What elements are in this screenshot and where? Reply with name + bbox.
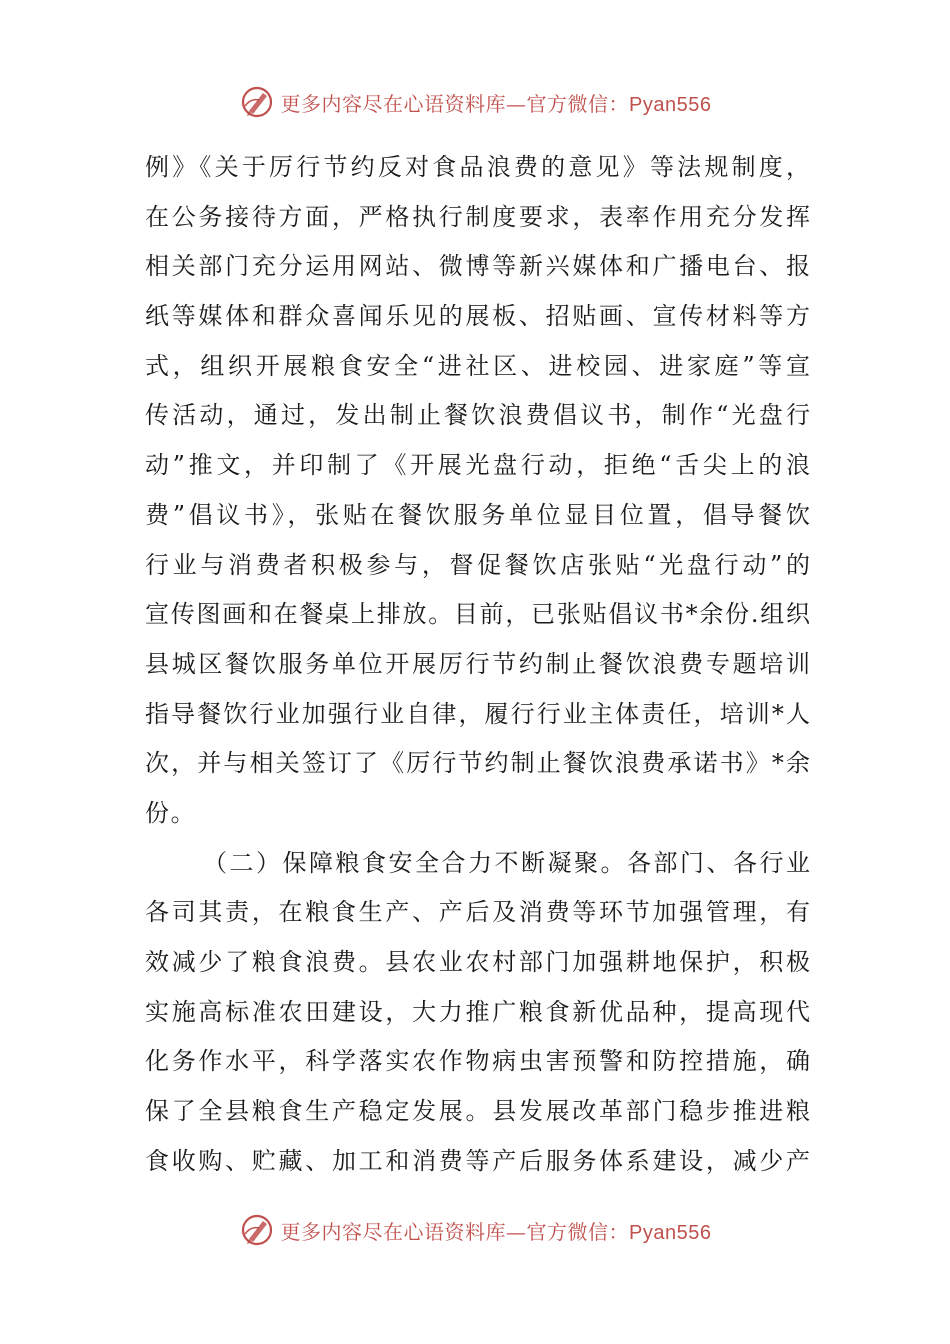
body-line: 县城区餐饮服务单位开展厉行节约制止餐饮浪费专题培训 <box>145 649 810 678</box>
body-line: 传活动，通过，发出制止餐饮浪费倡议书，制作“光盘行 <box>145 401 810 430</box>
body-line: 例》《关于厉行节约反对食品浪费的意见》等法规制度， <box>145 153 810 181</box>
header-watermark <box>0 80 950 124</box>
body-line: 效减少了粮食浪费。县农业农村部门加强耕地保护，积极 <box>145 948 810 976</box>
body-line: 动”推文，并印制了《开展光盘行动，拒绝“舌尖上的浪 <box>145 451 810 480</box>
body-line: 指导餐饮行业加强行业自律，履行行业主体责任，培训*人 <box>145 699 810 728</box>
body-line: 保了全县粮食生产稳定发展。县发展改革部门稳步推进粮 <box>145 1097 810 1126</box>
body-line: 在公务接待方面，严格执行制度要求，表率作用充分发挥 <box>145 202 810 231</box>
footer-watermark <box>0 1208 950 1252</box>
watermark-text: 更多内容尽在心语资料库—官方微信：Pyan556 <box>280 91 712 116</box>
watermark-handle: Pyan556 <box>629 93 712 116</box>
body-line: 化务作水平，科学落实农作物病虫害预警和防控措施，确 <box>145 1047 810 1076</box>
document-body <box>145 143 810 1186</box>
pen-logo-icon <box>239 84 275 120</box>
body-line: 纸等媒体和群众喜闻乐见的展板、招贴画、宣传材料等方 <box>145 302 810 331</box>
pen-logo-icon <box>239 1212 275 1248</box>
body-line: 相关部门充分运用网站、微博等新兴媒体和广播电台、报 <box>145 252 810 281</box>
body-line: 实施高标准农田建设，大力推广粮食新优品种，提高现代 <box>145 997 810 1026</box>
watermark-text: 更多内容尽在心语资料库—官方微信：Pyan556 <box>280 1219 712 1244</box>
body-line: 宣传图画和在餐桌上排放。目前，已张贴倡议书*余份.组织 <box>145 600 810 629</box>
body-line: 份。 <box>145 798 197 827</box>
section-heading-line: （二）保障粮食安全合力不断凝聚。各部门、各行业 <box>203 848 810 877</box>
body-line: 行业与消费者积极参与，督促餐饮店张贴“光盘行动”的 <box>145 550 810 579</box>
watermark-handle: Pyan556 <box>629 1221 712 1244</box>
body-line: 各司其责，在粮食生产、产后及消费等环节加强管理，有 <box>145 898 810 927</box>
body-line: 食收购、贮藏、加工和消费等产后服务体系建设，减少产 <box>145 1146 810 1175</box>
body-line: 费”倡议书》，张贴在餐饮服务单位显目位置，倡导餐饮 <box>145 500 810 529</box>
body-line: 次，并与相关签订了《厉行节约制止餐饮浪费承诺书》*余 <box>145 749 810 778</box>
body-line: 式，组织开展粮食安全“进社区、进校园、进家庭”等宣 <box>145 351 810 380</box>
